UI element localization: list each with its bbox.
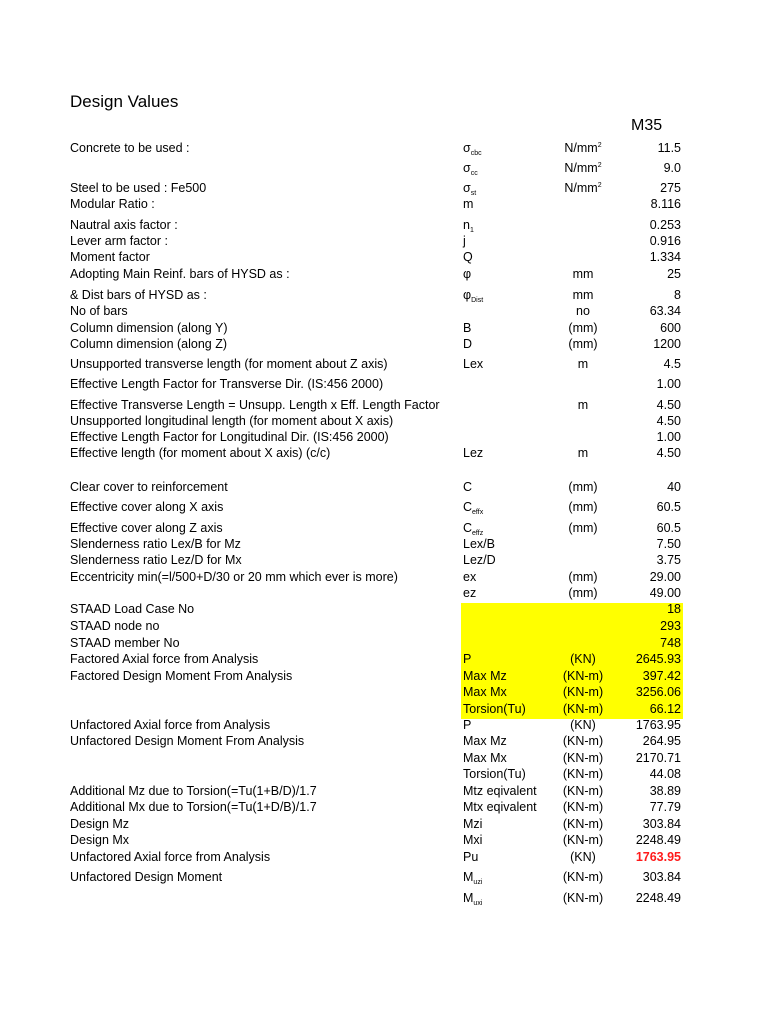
- row-symbol: $\sigma_{cc}$: [463, 161, 478, 177]
- row-unit: (mm): [568, 321, 598, 335]
- row-value: 25: [667, 267, 681, 281]
- row-symbol: Torsion(Tu): [463, 702, 526, 716]
- row-symbol: $n_1$: [463, 218, 474, 234]
- row-value: 303.84: [642, 870, 681, 884]
- row-label: Design Mx: [70, 833, 130, 847]
- row-symbol: ez: [463, 586, 477, 600]
- row-label: Factored Design Moment From Analysis: [70, 669, 293, 683]
- row-value: 77.79: [649, 800, 681, 814]
- row-value: 264.95: [642, 734, 681, 748]
- row-value: 60.5: [656, 500, 681, 514]
- row-symbol: Max Mz: [463, 734, 507, 748]
- row-symbol: Mtz eqivalent: [463, 784, 537, 798]
- row-label: Unsupported transverse length (for moment about Z axis): [70, 357, 388, 371]
- row-value: 748: [660, 636, 681, 650]
- symbol-subscript: Dist: [471, 297, 484, 304]
- row-unit: m: [577, 357, 589, 371]
- row-value: 60.5: [656, 521, 681, 535]
- row-label: Lever arm factor :: [70, 234, 168, 248]
- row-label: Nautral axis factor :: [70, 218, 178, 232]
- row-symbol: $C_{effz}$: [463, 521, 484, 537]
- row-symbol: Lez: [463, 446, 484, 460]
- row-symbol: $C_{effx}$: [463, 500, 484, 516]
- row-label: Slenderness ratio Lez/D for Mx: [70, 553, 242, 567]
- row-value: 66.12: [649, 702, 681, 716]
- row-label: Eccentricity min(=l/500+D/30 or 20 mm which ever is more): [70, 570, 398, 584]
- row-unit: (KN-m): [562, 817, 604, 831]
- symbol-subscript: st: [470, 190, 477, 197]
- row-symbol: P: [463, 652, 472, 666]
- row-value: 1200: [653, 337, 681, 351]
- row-label: Unfactored Axial force from Analysis: [70, 718, 271, 732]
- symbol-subscript: uzi: [473, 879, 483, 886]
- row-value: 8: [674, 288, 681, 302]
- row-label: Effective length (for moment about X axis) (c/c): [70, 446, 331, 460]
- row-value: 44.08: [649, 767, 681, 781]
- row-unit: (mm): [568, 337, 598, 351]
- symbol-subscript: effz: [472, 530, 484, 537]
- row-unit: m: [577, 446, 589, 460]
- row-value: 4.50: [656, 414, 681, 428]
- row-label: Column dimension (along Z): [70, 337, 228, 351]
- row-symbol: φ: [463, 267, 472, 281]
- row-symbol: B: [463, 321, 472, 335]
- row-unit: (KN-m): [562, 685, 604, 699]
- row-symbol: Lez/D: [463, 553, 496, 567]
- row-value: 29.00: [649, 570, 681, 584]
- row-symbol: Torsion(Tu): [463, 767, 526, 781]
- row-unit: (KN-m): [562, 669, 604, 683]
- symbol-subscript: cbc: [470, 150, 482, 157]
- row-symbol: j: [463, 234, 466, 248]
- row-label: Moment factor: [70, 250, 150, 264]
- row-label: Concrete to be used :: [70, 141, 190, 155]
- row-unit: (KN-m): [562, 800, 604, 814]
- row-label: Slenderness ratio Lex/B for Mz: [70, 537, 241, 551]
- row-unit: (KN): [570, 850, 596, 864]
- row-label: Column dimension (along Y): [70, 321, 228, 335]
- row-label: Unfactored Axial force from Analysis: [70, 850, 271, 864]
- symbol-subscript: 1: [469, 227, 474, 234]
- row-label: STAAD node no: [70, 619, 160, 633]
- row-symbol: Mzi: [463, 817, 483, 831]
- row-label: Clear cover to reinforcement: [70, 480, 228, 494]
- row-value: 3.75: [656, 553, 681, 567]
- row-unit: (KN-m): [562, 767, 604, 781]
- row-symbol: ex: [463, 570, 477, 584]
- row-symbol: Pu: [463, 850, 479, 864]
- row-value: 600: [660, 321, 681, 335]
- row-value: 49.00: [649, 586, 681, 600]
- row-unit: (KN): [570, 652, 596, 666]
- unit-superscript: 2: [597, 182, 602, 189]
- row-value: 18: [667, 602, 681, 616]
- row-value: 2645.93: [635, 652, 681, 666]
- row-value: 0.253: [649, 218, 681, 232]
- row-symbol: $M_{uzi}$: [463, 870, 483, 886]
- symbol-subscript: cc: [470, 170, 478, 177]
- row-unit: $N/mm^2$: [564, 181, 602, 195]
- row-label: No of bars: [70, 304, 128, 318]
- row-symbol: Max Mx: [463, 685, 507, 699]
- row-unit: (mm): [568, 480, 598, 494]
- row-unit: $N/mm^2$: [564, 161, 602, 175]
- row-symbol: P: [463, 718, 472, 732]
- row-unit: (KN-m): [562, 702, 604, 716]
- row-value: 4.50: [656, 398, 681, 412]
- row-value: 1763.95: [635, 850, 681, 864]
- row-label: Steel to be used : Fe500: [70, 181, 207, 195]
- row-unit: (mm): [568, 570, 598, 584]
- row-symbol: $M_{uxi}$: [463, 891, 483, 907]
- row-symbol: Lex/B: [463, 537, 495, 551]
- row-label: Factored Axial force from Analysis: [70, 652, 259, 666]
- row-unit: m: [577, 398, 589, 412]
- row-value: 11.5: [657, 141, 681, 155]
- row-value: 40: [667, 480, 681, 494]
- row-unit: (mm): [568, 521, 598, 535]
- concrete-grade: M35: [631, 117, 663, 134]
- row-unit: (KN-m): [562, 784, 604, 798]
- row-symbol: m: [463, 197, 474, 211]
- row-value: 9.0: [663, 161, 681, 175]
- row-value: 8.116: [650, 197, 681, 211]
- row-symbol: $\varphi_{Dist}$: [463, 288, 484, 304]
- row-value: 7.50: [656, 537, 681, 551]
- row-symbol: Q: [463, 250, 473, 264]
- row-label: Unfactored Design Moment: [70, 870, 223, 884]
- symbol-subscript: uxi: [473, 900, 483, 907]
- row-value: 275: [660, 181, 681, 195]
- row-value: 1.334: [649, 250, 681, 264]
- row-value: 4.50: [656, 446, 681, 460]
- row-value: 1.00: [656, 377, 681, 391]
- row-symbol: Mxi: [463, 833, 483, 847]
- row-label: Unsupported longitudinal length (for moment about X axis): [70, 414, 394, 428]
- row-symbol: Max Mz: [463, 669, 507, 683]
- row-unit: (KN-m): [562, 751, 604, 765]
- row-label: Design Mz: [70, 817, 130, 831]
- row-label: Modular Ratio :: [70, 197, 155, 211]
- unit-superscript: 2: [597, 162, 602, 169]
- row-label: Effective cover along Z axis: [70, 521, 223, 535]
- row-label: & Dist bars of HYSD as :: [70, 288, 207, 302]
- row-label: STAAD Load Case No: [70, 602, 195, 616]
- row-label: Effective Length Factor for Longitudinal Dir. (IS:456 2000): [70, 430, 389, 444]
- row-value: 293: [660, 619, 681, 633]
- row-label: Additional Mx due to Torsion(=Tu(1+D/B)/1.7: [70, 800, 317, 814]
- row-label: Adopting Main Reinf. bars of HYSD as :: [70, 267, 290, 281]
- row-value: 2248.49: [635, 891, 681, 905]
- row-unit: mm: [572, 288, 594, 302]
- row-unit: (KN-m): [562, 891, 604, 905]
- row-unit: (KN-m): [562, 734, 604, 748]
- row-value: 1763.95: [635, 718, 681, 732]
- row-value: 1.00: [656, 430, 681, 444]
- row-label: Additional Mz due to Torsion(=Tu(1+B/D)/1.7: [70, 784, 317, 798]
- row-label: Unfactored Design Moment From Analysis: [70, 734, 305, 748]
- row-symbol: Max Mx: [463, 751, 507, 765]
- symbol-subscript: effx: [472, 509, 484, 516]
- row-symbol: $\sigma_{cbc}$: [463, 141, 482, 157]
- row-value: 4.5: [663, 357, 681, 371]
- row-symbol: Mtx eqivalent: [463, 800, 537, 814]
- row-value: 397.42: [642, 669, 681, 683]
- row-unit: no: [576, 304, 590, 318]
- row-unit: $N/mm^2$: [564, 141, 602, 155]
- row-unit: (mm): [568, 500, 598, 514]
- row-label: Effective cover along X axis: [70, 500, 224, 514]
- row-symbol: Lex: [463, 357, 484, 371]
- row-value: 3256.06: [635, 685, 681, 699]
- row-unit: (mm): [568, 586, 598, 600]
- row-unit: (KN-m): [562, 833, 604, 847]
- page-title: Design Values: [70, 92, 179, 111]
- row-value: 2248.49: [635, 833, 681, 847]
- unit-superscript: 2: [597, 142, 602, 149]
- row-label: Effective Transverse Length = Unsupp. Length x Eff. Length Factor: [70, 398, 440, 412]
- row-symbol: C: [463, 480, 473, 494]
- row-label: STAAD member No: [70, 636, 180, 650]
- row-value: 63.34: [649, 304, 681, 318]
- row-unit: (KN): [570, 718, 596, 732]
- row-value: 38.89: [649, 784, 681, 798]
- row-value: 0.916: [649, 234, 681, 248]
- row-unit: (KN-m): [562, 870, 604, 884]
- row-unit: mm: [572, 267, 594, 281]
- row-symbol: $\sigma_{st}$: [463, 181, 477, 197]
- row-label: Effective Length Factor for Transverse Dir. (IS:456 2000): [70, 377, 384, 391]
- row-symbol: D: [463, 337, 473, 351]
- row-value: 2170.71: [635, 751, 681, 765]
- row-value: 303.84: [642, 817, 681, 831]
